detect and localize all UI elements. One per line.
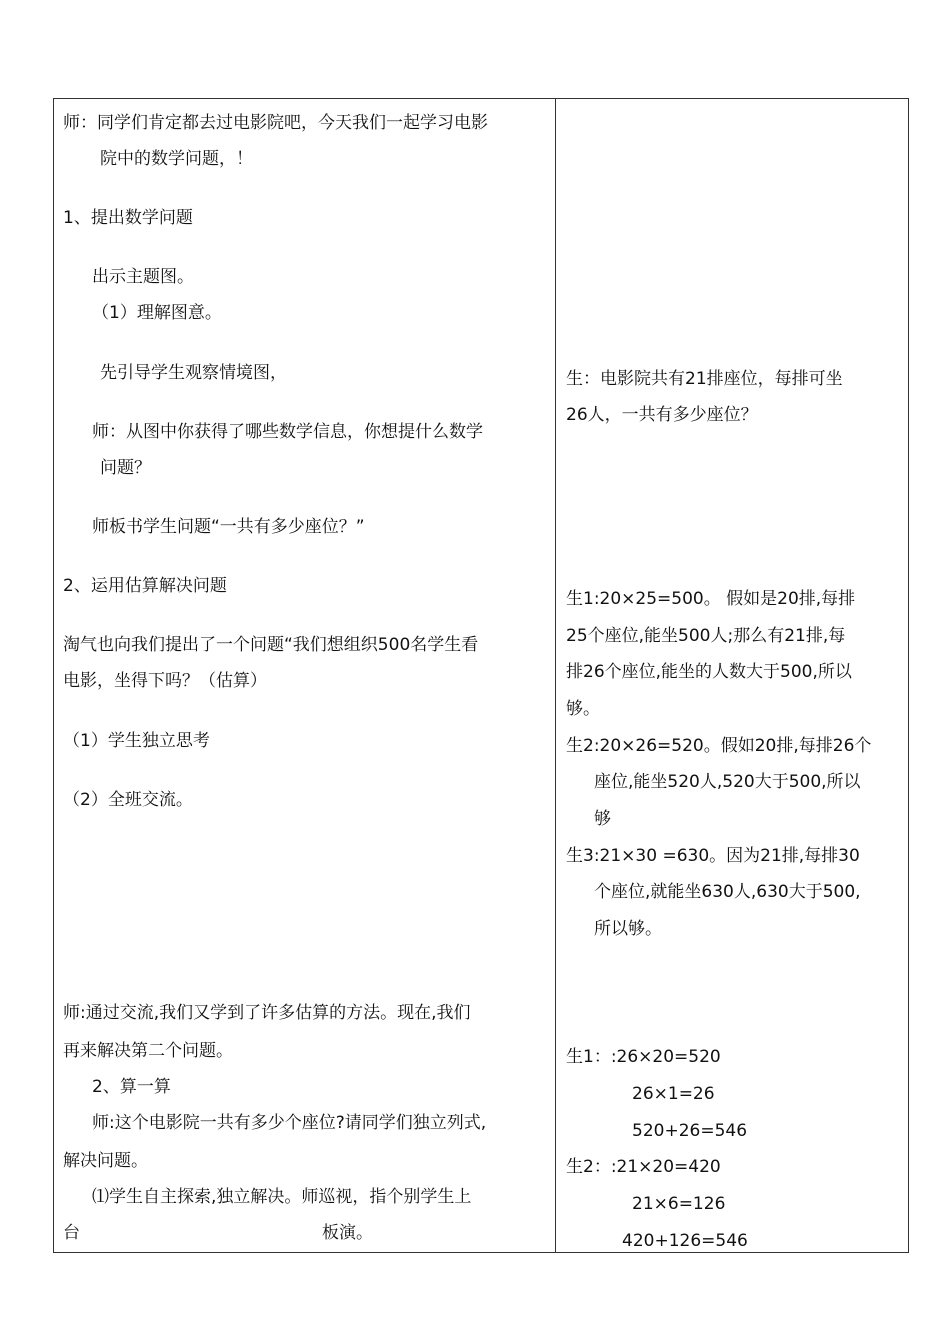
understand-picture: （1）理解图意。 bbox=[92, 303, 222, 323]
calc-2-line-3: 420+126=546 bbox=[622, 1231, 748, 1251]
estimate-1-line-4: 够。 bbox=[566, 699, 600, 719]
estimate-3-line-1: 生3:21×30 =630。因为21排,每排30 bbox=[566, 846, 860, 866]
estimate-3-line-3: 所以够。 bbox=[594, 919, 662, 939]
estimate-problem-line-1: 淘气也向我们提出了一个问题“我们想组织500名学生看 bbox=[63, 635, 479, 655]
column-divider bbox=[555, 98, 556, 1253]
calc-1-line-3: 520+26=546 bbox=[632, 1121, 748, 1141]
class-discussion: （2）全班交流。 bbox=[63, 790, 193, 810]
section-2-title: 2、运用估算解决问题 bbox=[63, 576, 227, 596]
teacher-question-line-2: 问题？ bbox=[100, 458, 151, 478]
estimate-1-line-1: 生1:20×25=500。 假如是20排,每排 bbox=[566, 589, 856, 609]
estimate-1-line-2: 25个座位,能坐500人;那么有21排,每 bbox=[566, 626, 846, 646]
teacher-question-line-1: 师：从图中你获得了哪些数学信息，你想提什么数学 bbox=[92, 422, 483, 442]
calc-1-line-2: 26×1=26 bbox=[632, 1084, 715, 1104]
independent-thinking: （1）学生独立思考 bbox=[63, 731, 210, 751]
guide-observe: 先引导学生观察情境图， bbox=[100, 363, 287, 383]
student-answer-1-line-2: 26人，一共有多少座位？ bbox=[566, 405, 758, 425]
section-calc-title: 2、算一算 bbox=[92, 1077, 171, 1097]
estimate-2-line-1: 生2:20×26=520。假如20排,每排26个 bbox=[566, 736, 872, 756]
calc-1-line-1: 生1：:26×20=520 bbox=[566, 1047, 721, 1067]
explore-step-line-1: ⑴学生自主探索,独立解决。师巡视，指个别学生上 bbox=[92, 1187, 472, 1207]
calc-2-line-2: 21×6=126 bbox=[632, 1194, 726, 1214]
estimate-2-line-2: 座位,能坐520人,520大于500,所以 bbox=[594, 772, 861, 792]
explore-step-line-2a: 台 bbox=[63, 1223, 80, 1243]
estimate-1-line-3: 排26个座位,能坐的人数大于500,所以 bbox=[566, 662, 852, 682]
intro-line-1: 师：同学们肯定都去过电影院吧，今天我们一起学习电影 bbox=[63, 113, 488, 133]
calc-question-line-2: 解决问题。 bbox=[63, 1151, 148, 1171]
summary-line-2: 再来解决第二个问题。 bbox=[63, 1041, 233, 1061]
section-1-title: 1、提出数学问题 bbox=[63, 208, 193, 228]
explore-step-line-2b: 板演。 bbox=[322, 1223, 373, 1243]
board-question: 师板书学生问题“一共有多少座位？” bbox=[92, 517, 365, 537]
calc-question-line-1: 师:这个电影院一共有多少个座位?请同学们独立列式, bbox=[92, 1113, 487, 1133]
intro-line-2: 院中的数学问题，！ bbox=[100, 149, 253, 169]
estimate-problem-line-2: 电影，坐得下吗？（估算） bbox=[63, 671, 267, 691]
summary-line-1: 师:通过交流,我们又学到了许多估算的方法。现在,我们 bbox=[63, 1003, 471, 1023]
student-answer-1-line-1: 生：电影院共有21排座位，每排可坐 bbox=[566, 369, 843, 389]
estimate-3-line-2: 个座位,就能坐630人,630大于500, bbox=[594, 882, 861, 902]
show-theme-picture: 出示主题图。 bbox=[92, 267, 194, 287]
calc-2-line-1: 生2：:21×20=420 bbox=[566, 1157, 721, 1177]
estimate-2-line-3: 够 bbox=[594, 809, 611, 829]
